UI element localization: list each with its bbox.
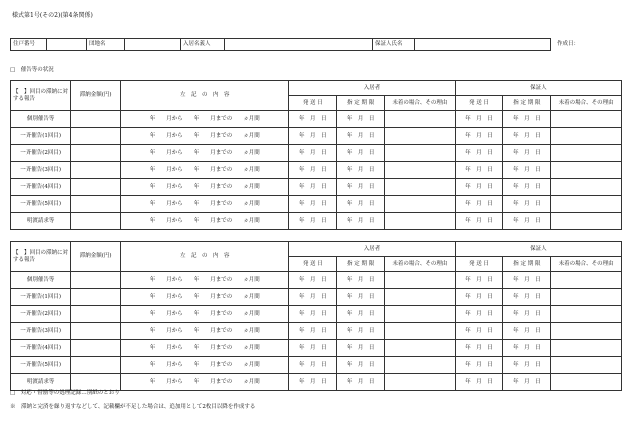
amount-field[interactable] bbox=[71, 340, 121, 357]
sent-date-field[interactable]: 年 月 日 bbox=[455, 289, 503, 306]
period-field[interactable]: 年 月から 年 月までの ヵ月間 bbox=[121, 196, 289, 213]
row-label: 一斉催告(2回目) bbox=[11, 145, 71, 162]
deadline-field[interactable]: 年 月 日 bbox=[503, 145, 551, 162]
tenant-not-arrived-header: 未着の場合、その理由 bbox=[384, 96, 455, 111]
amount-field[interactable] bbox=[71, 213, 121, 230]
table-row bbox=[11, 128, 622, 145]
col-content-header: 左 記 の 内 容 bbox=[121, 81, 289, 111]
resident-no-field[interactable] bbox=[47, 39, 87, 51]
sent-date-field[interactable]: 年 月 日 bbox=[455, 162, 503, 179]
amount-field[interactable] bbox=[71, 145, 121, 162]
deadline-field[interactable]: 年 月 日 bbox=[337, 340, 385, 357]
reason-field[interactable] bbox=[384, 374, 455, 391]
amount-field[interactable] bbox=[71, 111, 121, 128]
guarantor-deadline-header: 指 定 期 限 bbox=[503, 257, 551, 272]
deadline-field[interactable]: 年 月 日 bbox=[503, 323, 551, 340]
sent-date-field[interactable]: 年 月 日 bbox=[289, 323, 337, 340]
amount-field[interactable] bbox=[71, 196, 121, 213]
row-label: 一斉催告(4回目) bbox=[11, 179, 71, 196]
tenant-group-header: 入居者 bbox=[289, 242, 455, 257]
deadline-field[interactable]: 年 月 日 bbox=[503, 213, 551, 230]
tenant-deadline-header: 指 定 期 限 bbox=[337, 96, 385, 111]
sent-date-field[interactable]: 年 月 日 bbox=[289, 179, 337, 196]
sent-date-field[interactable]: 年 月 日 bbox=[289, 196, 337, 213]
period-field[interactable]: 年 月から 年 月までの ヵ月間 bbox=[121, 340, 289, 357]
tenant-field[interactable] bbox=[225, 39, 373, 51]
period-field[interactable]: 年 月から 年 月までの ヵ月間 bbox=[121, 213, 289, 230]
row-label: 一斉催告(1回目) bbox=[11, 289, 71, 306]
reason-field[interactable] bbox=[551, 128, 622, 145]
sent-date-field[interactable]: 年 月 日 bbox=[289, 128, 337, 145]
complex-field[interactable] bbox=[125, 39, 181, 51]
sent-date-field[interactable]: 年 月 日 bbox=[289, 357, 337, 374]
reason-field[interactable] bbox=[384, 340, 455, 357]
reason-field[interactable] bbox=[384, 306, 455, 323]
complex-label: 団地名 bbox=[87, 39, 125, 51]
guarantor-field[interactable] bbox=[415, 39, 551, 51]
guarantor-label: 保証人氏名 bbox=[373, 39, 415, 51]
reason-field[interactable] bbox=[384, 145, 455, 162]
reason-field[interactable] bbox=[384, 213, 455, 230]
col-content-header: 左 記 の 内 容 bbox=[121, 242, 289, 272]
table-row bbox=[11, 213, 622, 230]
table-row bbox=[11, 196, 622, 213]
sent-date-field[interactable]: 年 月 日 bbox=[289, 162, 337, 179]
sent-date-field[interactable]: 年 月 日 bbox=[455, 179, 503, 196]
guarantor-sent-date-header: 発 送 日 bbox=[455, 257, 503, 272]
sent-date-field[interactable]: 年 月 日 bbox=[455, 111, 503, 128]
amount-field[interactable] bbox=[71, 357, 121, 374]
amount-field[interactable] bbox=[71, 323, 121, 340]
sent-date-field[interactable]: 年 月 日 bbox=[455, 213, 503, 230]
row-label: 個別催告等 bbox=[11, 111, 71, 128]
resident-no-label: 住戸番号 bbox=[11, 39, 47, 51]
amount-field[interactable] bbox=[71, 272, 121, 289]
period-field[interactable]: 年 月から 年 月までの ヵ月間 bbox=[121, 357, 289, 374]
reason-field[interactable] bbox=[384, 289, 455, 306]
reason-field[interactable] bbox=[551, 272, 622, 289]
guarantor-not-arrived-header: 未着の場合、その理由 bbox=[551, 257, 622, 272]
period-field[interactable]: 年 月から 年 月までの ヵ月間 bbox=[121, 272, 289, 289]
amount-field[interactable] bbox=[71, 289, 121, 306]
table-row bbox=[11, 323, 622, 340]
report-table-2 bbox=[10, 241, 622, 391]
guarantor-group-header: 保証人 bbox=[455, 81, 621, 96]
period-field[interactable]: 年 月から 年 月までの ヵ月間 bbox=[121, 374, 289, 391]
deadline-field[interactable]: 年 月 日 bbox=[337, 357, 385, 374]
sent-date-field[interactable]: 年 月 日 bbox=[289, 306, 337, 323]
deadline-field[interactable]: 年 月 日 bbox=[337, 162, 385, 179]
deadline-field[interactable]: 年 月 日 bbox=[337, 289, 385, 306]
deadline-field[interactable]: 年 月 日 bbox=[337, 374, 385, 391]
report-table-1 bbox=[10, 80, 622, 230]
row-label: 一斉催告(3回目) bbox=[11, 323, 71, 340]
period-field[interactable]: 年 月から 年 月までの ヵ月間 bbox=[121, 145, 289, 162]
deadline-field[interactable]: 年 月 日 bbox=[503, 289, 551, 306]
footer-note-1: □ 対応・督励等の処理記録…別紙のとおり bbox=[10, 390, 120, 396]
row-label: 明渡請求等 bbox=[11, 374, 71, 391]
reason-field[interactable] bbox=[384, 272, 455, 289]
reason-field[interactable] bbox=[384, 196, 455, 213]
tenant-group-header: 入居者 bbox=[289, 81, 455, 96]
period-field[interactable]: 年 月から 年 月までの ヵ月間 bbox=[121, 289, 289, 306]
row-label: 一斉催告(2回目) bbox=[11, 306, 71, 323]
deadline-field[interactable]: 年 月 日 bbox=[337, 213, 385, 230]
deadline-field[interactable]: 年 月 日 bbox=[337, 128, 385, 145]
period-field[interactable]: 年 月から 年 月までの ヵ月間 bbox=[121, 111, 289, 128]
amount-field[interactable] bbox=[71, 162, 121, 179]
table-row bbox=[11, 162, 622, 179]
guarantor-deadline-header: 指 定 期 限 bbox=[503, 96, 551, 111]
sent-date-field[interactable]: 年 月 日 bbox=[455, 306, 503, 323]
col-amount-header: 滞納金額(円) bbox=[71, 242, 121, 272]
table-row bbox=[11, 145, 622, 162]
reason-field[interactable] bbox=[551, 111, 622, 128]
deadline-field[interactable]: 年 月 日 bbox=[503, 374, 551, 391]
reason-field[interactable] bbox=[551, 196, 622, 213]
reason-field[interactable] bbox=[551, 179, 622, 196]
deadline-field[interactable]: 年 月 日 bbox=[337, 145, 385, 162]
sent-date-field[interactable]: 年 月 日 bbox=[455, 323, 503, 340]
period-field[interactable]: 年 月から 年 月までの ヵ月間 bbox=[121, 128, 289, 145]
deadline-field[interactable]: 年 月 日 bbox=[337, 323, 385, 340]
sent-date-field[interactable]: 年 月 日 bbox=[455, 145, 503, 162]
reason-field[interactable] bbox=[551, 145, 622, 162]
guarantor-sent-date-header: 発 送 日 bbox=[455, 96, 503, 111]
deadline-field[interactable]: 年 月 日 bbox=[503, 272, 551, 289]
period-field[interactable]: 年 月から 年 月までの ヵ月間 bbox=[121, 323, 289, 340]
deadline-field[interactable]: 年 月 日 bbox=[503, 306, 551, 323]
deadline-field[interactable]: 年 月 日 bbox=[337, 179, 385, 196]
date-label: 作成日： bbox=[557, 41, 580, 48]
guarantor-group-header: 保証人 bbox=[455, 242, 621, 257]
tenant-sent-date-header: 発 送 日 bbox=[289, 257, 337, 272]
reason-field[interactable] bbox=[551, 213, 622, 230]
sent-date-field[interactable]: 年 月 日 bbox=[455, 272, 503, 289]
reason-field[interactable] bbox=[384, 128, 455, 145]
deadline-field[interactable]: 年 月 日 bbox=[337, 111, 385, 128]
header-bar bbox=[10, 38, 623, 51]
deadline-field[interactable]: 年 月 日 bbox=[503, 179, 551, 196]
deadline-field[interactable]: 年 月 日 bbox=[503, 128, 551, 145]
tenant-label: 入居名義人 bbox=[181, 39, 225, 51]
sent-date-field[interactable]: 年 月 日 bbox=[455, 357, 503, 374]
tenant-deadline-header: 指 定 期 限 bbox=[337, 257, 385, 272]
form-title: 様式第1号(その2)(第4条関係) bbox=[12, 12, 93, 19]
period-field[interactable]: 年 月から 年 月までの ヵ月間 bbox=[121, 306, 289, 323]
sent-date-field[interactable]: 年 月 日 bbox=[289, 289, 337, 306]
table-row bbox=[11, 111, 622, 128]
sent-date-field[interactable]: 年 月 日 bbox=[289, 272, 337, 289]
deadline-field[interactable]: 年 月 日 bbox=[503, 340, 551, 357]
sent-date-field[interactable]: 年 月 日 bbox=[289, 111, 337, 128]
deadline-field[interactable]: 年 月 日 bbox=[503, 357, 551, 374]
deadline-field[interactable]: 年 月 日 bbox=[503, 196, 551, 213]
deadline-field[interactable]: 年 月 日 bbox=[337, 272, 385, 289]
row-label: 一斉催告(4回目) bbox=[11, 340, 71, 357]
deadline-field[interactable]: 年 月 日 bbox=[503, 111, 551, 128]
sent-date-field[interactable]: 年 月 日 bbox=[455, 340, 503, 357]
amount-field[interactable] bbox=[71, 306, 121, 323]
row-label: 一斉催告(3回目) bbox=[11, 162, 71, 179]
reason-field[interactable] bbox=[384, 162, 455, 179]
sent-date-field[interactable]: 年 月 日 bbox=[455, 128, 503, 145]
reason-field[interactable] bbox=[384, 323, 455, 340]
deadline-field[interactable]: 年 月 日 bbox=[337, 306, 385, 323]
col-report-header: 【 】回目の滞納に対する報告 bbox=[11, 81, 71, 111]
footer-note-2: ※ 滞納と完済を繰り返すなどして、記載欄が不足した場合は、追加用として2枚目以降を作成する bbox=[10, 404, 256, 410]
deadline-field[interactable]: 年 月 日 bbox=[337, 196, 385, 213]
period-field[interactable]: 年 月から 年 月までの ヵ月間 bbox=[121, 179, 289, 196]
table-row bbox=[11, 179, 622, 196]
reason-field[interactable] bbox=[551, 323, 622, 340]
table-row bbox=[11, 357, 622, 374]
row-label: 明渡請求等 bbox=[11, 213, 71, 230]
reason-field[interactable] bbox=[384, 357, 455, 374]
col-amount-header: 滞納金額(円) bbox=[71, 81, 121, 111]
sent-date-field[interactable]: 年 月 日 bbox=[289, 340, 337, 357]
table-row bbox=[11, 306, 622, 323]
reason-field[interactable] bbox=[551, 306, 622, 323]
sent-date-field[interactable]: 年 月 日 bbox=[455, 196, 503, 213]
reason-field[interactable] bbox=[551, 357, 622, 374]
reason-field[interactable] bbox=[384, 179, 455, 196]
sent-date-field[interactable]: 年 月 日 bbox=[289, 213, 337, 230]
table-row bbox=[11, 272, 622, 289]
table-row bbox=[11, 374, 622, 391]
sent-date-field[interactable]: 年 月 日 bbox=[289, 145, 337, 162]
reason-field[interactable] bbox=[384, 111, 455, 128]
deadline-field[interactable]: 年 月 日 bbox=[503, 162, 551, 179]
row-label: 一斉催告(5回目) bbox=[11, 357, 71, 374]
section-status: □ 催告等の状況 bbox=[10, 67, 54, 73]
guarantor-not-arrived-header: 未着の場合、その理由 bbox=[551, 96, 622, 111]
amount-field[interactable] bbox=[71, 179, 121, 196]
reason-field[interactable] bbox=[551, 374, 622, 391]
reason-field[interactable] bbox=[551, 340, 622, 357]
col-report-header: 【 】回目の滞納に対する報告 bbox=[11, 242, 71, 272]
amount-field[interactable] bbox=[71, 374, 121, 391]
row-label: 一斉催告(5回目) bbox=[11, 196, 71, 213]
sent-date-field[interactable]: 年 月 日 bbox=[289, 374, 337, 391]
sent-date-field[interactable]: 年 月 日 bbox=[455, 374, 503, 391]
tenant-sent-date-header: 発 送 日 bbox=[289, 96, 337, 111]
reason-field[interactable] bbox=[551, 162, 622, 179]
row-label: 一斉催告(1回目) bbox=[11, 128, 71, 145]
period-field[interactable]: 年 月から 年 月までの ヵ月間 bbox=[121, 162, 289, 179]
reason-field[interactable] bbox=[551, 289, 622, 306]
table-row bbox=[11, 340, 622, 357]
row-label: 個別催告等 bbox=[11, 272, 71, 289]
amount-field[interactable] bbox=[71, 128, 121, 145]
tenant-not-arrived-header: 未着の場合、その理由 bbox=[384, 257, 455, 272]
table-row bbox=[11, 289, 622, 306]
